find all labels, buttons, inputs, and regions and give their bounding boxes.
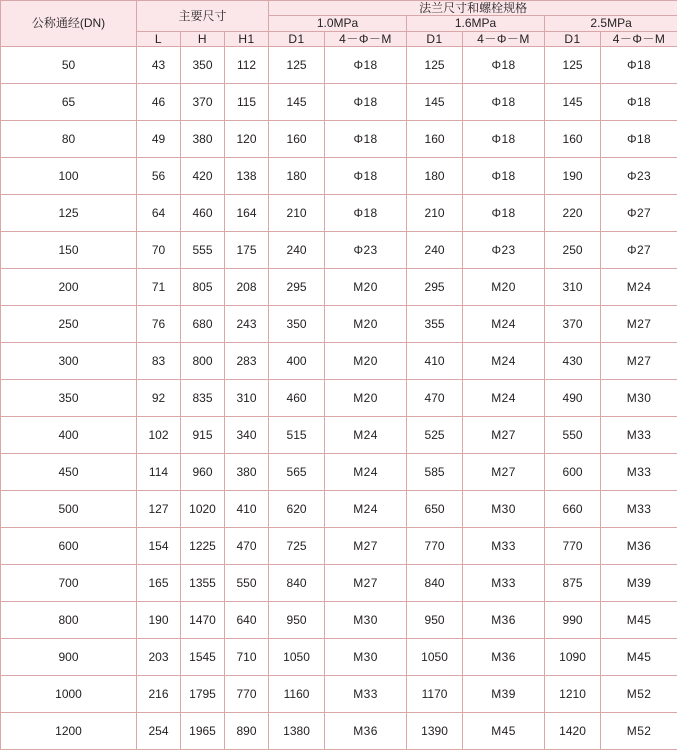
cell-d1-1-6: 840 bbox=[407, 565, 463, 602]
cell-d1-2-5: 160 bbox=[545, 121, 601, 158]
table-row bbox=[1, 491, 677, 528]
table-body bbox=[1, 47, 677, 750]
cell-L: 127 bbox=[137, 491, 181, 528]
cell-H1: 710 bbox=[225, 639, 269, 676]
cell-d1-1-0: 1160 bbox=[269, 676, 325, 713]
cell-dn: 125 bbox=[1, 195, 137, 232]
cell-H: 680 bbox=[181, 306, 225, 343]
cell-d1-2-5: 370 bbox=[545, 306, 601, 343]
cell-dn: 400 bbox=[1, 417, 137, 454]
cell-L: 43 bbox=[137, 47, 181, 84]
cell-bolt-2-5: M52 bbox=[601, 713, 677, 750]
table-row bbox=[1, 232, 677, 269]
cell-H: 1020 bbox=[181, 491, 225, 528]
cell-d1-1-0: 515 bbox=[269, 417, 325, 454]
header-dn: 公称通经(DN) bbox=[1, 1, 137, 47]
header-col-bolt-1-0: 4－Φ－M bbox=[325, 31, 407, 46]
cell-bolt-2-5: Φ18 bbox=[601, 47, 677, 84]
cell-d1-2-5: 310 bbox=[545, 269, 601, 306]
cell-H1: 640 bbox=[225, 602, 269, 639]
cell-bolt-1-0: Φ18 bbox=[325, 47, 407, 84]
cell-H: 555 bbox=[181, 232, 225, 269]
cell-d1-2-5: 990 bbox=[545, 602, 601, 639]
cell-dn: 700 bbox=[1, 565, 137, 602]
cell-H: 420 bbox=[181, 158, 225, 195]
cell-H: 370 bbox=[181, 84, 225, 121]
cell-bolt-1-0: M27 bbox=[325, 528, 407, 565]
cell-dn: 900 bbox=[1, 639, 137, 676]
table-row bbox=[1, 343, 677, 380]
cell-H: 800 bbox=[181, 343, 225, 380]
table-row bbox=[1, 84, 677, 121]
cell-H: 1795 bbox=[181, 676, 225, 713]
table-row bbox=[1, 528, 677, 565]
cell-bolt-1-0: M20 bbox=[325, 269, 407, 306]
cell-d1-1-0: 180 bbox=[269, 158, 325, 195]
cell-L: 254 bbox=[137, 713, 181, 750]
cell-H1: 890 bbox=[225, 713, 269, 750]
header-pressure-1-0: 1.0MPa bbox=[269, 16, 407, 31]
cell-dn: 500 bbox=[1, 491, 137, 528]
cell-bolt-1-6: M24 bbox=[463, 380, 545, 417]
cell-L: 71 bbox=[137, 269, 181, 306]
cell-d1-2-5: 600 bbox=[545, 454, 601, 491]
cell-bolt-2-5: M33 bbox=[601, 491, 677, 528]
cell-bolt-1-6: M45 bbox=[463, 713, 545, 750]
cell-H1: 340 bbox=[225, 417, 269, 454]
header-flange-and-bolt: 法兰尺寸和螺栓规格 bbox=[269, 1, 677, 16]
cell-bolt-2-5: M24 bbox=[601, 269, 677, 306]
header-col-bolt-2-5: 4－Φ－M bbox=[601, 31, 677, 46]
cell-d1-2-5: 1090 bbox=[545, 639, 601, 676]
cell-bolt-1-0: M24 bbox=[325, 454, 407, 491]
cell-d1-1-0: 565 bbox=[269, 454, 325, 491]
cell-L: 102 bbox=[137, 417, 181, 454]
table-row bbox=[1, 306, 677, 343]
cell-d1-2-5: 1210 bbox=[545, 676, 601, 713]
table-row bbox=[1, 380, 677, 417]
cell-d1-1-6: 295 bbox=[407, 269, 463, 306]
cell-bolt-2-5: M52 bbox=[601, 676, 677, 713]
cell-H: 1545 bbox=[181, 639, 225, 676]
cell-L: 83 bbox=[137, 343, 181, 380]
cell-H1: 410 bbox=[225, 491, 269, 528]
cell-dn: 250 bbox=[1, 306, 137, 343]
cell-dn: 1200 bbox=[1, 713, 137, 750]
cell-d1-2-5: 660 bbox=[545, 491, 601, 528]
cell-dn: 350 bbox=[1, 380, 137, 417]
cell-bolt-1-6: M33 bbox=[463, 528, 545, 565]
cell-dn: 80 bbox=[1, 121, 137, 158]
cell-bolt-1-6: Φ18 bbox=[463, 84, 545, 121]
table-row bbox=[1, 195, 677, 232]
header-col-bolt-1-6: 4－Φ－M bbox=[463, 31, 545, 46]
cell-bolt-1-0: M36 bbox=[325, 713, 407, 750]
cell-bolt-1-0: M33 bbox=[325, 676, 407, 713]
cell-bolt-1-0: Φ18 bbox=[325, 158, 407, 195]
cell-H: 960 bbox=[181, 454, 225, 491]
cell-bolt-1-6: M33 bbox=[463, 565, 545, 602]
cell-dn: 800 bbox=[1, 602, 137, 639]
cell-d1-1-6: 525 bbox=[407, 417, 463, 454]
cell-H1: 112 bbox=[225, 47, 269, 84]
cell-d1-2-5: 490 bbox=[545, 380, 601, 417]
cell-d1-1-6: 160 bbox=[407, 121, 463, 158]
cell-L: 92 bbox=[137, 380, 181, 417]
cell-bolt-2-5: Φ23 bbox=[601, 158, 677, 195]
cell-d1-1-6: 355 bbox=[407, 306, 463, 343]
cell-bolt-2-5: M33 bbox=[601, 417, 677, 454]
header-col-D1-2-5: D1 bbox=[545, 31, 601, 46]
cell-bolt-2-5: Φ18 bbox=[601, 84, 677, 121]
cell-L: 216 bbox=[137, 676, 181, 713]
cell-d1-1-6: 125 bbox=[407, 47, 463, 84]
cell-dn: 50 bbox=[1, 47, 137, 84]
table-row bbox=[1, 602, 677, 639]
cell-d1-1-0: 1050 bbox=[269, 639, 325, 676]
cell-H: 1355 bbox=[181, 565, 225, 602]
cell-bolt-1-6: Φ18 bbox=[463, 121, 545, 158]
cell-L: 154 bbox=[137, 528, 181, 565]
cell-H1: 120 bbox=[225, 121, 269, 158]
table-row bbox=[1, 121, 677, 158]
cell-bolt-1-6: M20 bbox=[463, 269, 545, 306]
cell-bolt-2-5: Φ27 bbox=[601, 195, 677, 232]
cell-dn: 65 bbox=[1, 84, 137, 121]
table-header bbox=[1, 1, 677, 47]
header-col-H1: H1 bbox=[225, 31, 269, 46]
cell-bolt-2-5: M27 bbox=[601, 306, 677, 343]
cell-H1: 115 bbox=[225, 84, 269, 121]
cell-dn: 300 bbox=[1, 343, 137, 380]
cell-H1: 138 bbox=[225, 158, 269, 195]
cell-dn: 200 bbox=[1, 269, 137, 306]
cell-d1-1-0: 350 bbox=[269, 306, 325, 343]
cell-d1-2-5: 875 bbox=[545, 565, 601, 602]
header-row-1 bbox=[1, 1, 677, 16]
cell-bolt-2-5: Φ27 bbox=[601, 232, 677, 269]
cell-d1-1-0: 240 bbox=[269, 232, 325, 269]
cell-bolt-2-5: M45 bbox=[601, 639, 677, 676]
cell-bolt-2-5: M30 bbox=[601, 380, 677, 417]
cell-L: 165 bbox=[137, 565, 181, 602]
cell-bolt-1-0: M20 bbox=[325, 343, 407, 380]
cell-L: 56 bbox=[137, 158, 181, 195]
header-col-D1-1-0: D1 bbox=[269, 31, 325, 46]
cell-H: 350 bbox=[181, 47, 225, 84]
cell-d1-2-5: 250 bbox=[545, 232, 601, 269]
cell-H1: 380 bbox=[225, 454, 269, 491]
header-main-dimensions: 主要尺寸 bbox=[137, 1, 269, 32]
cell-bolt-1-6: Φ18 bbox=[463, 47, 545, 84]
cell-d1-1-6: 770 bbox=[407, 528, 463, 565]
table-row bbox=[1, 639, 677, 676]
cell-L: 190 bbox=[137, 602, 181, 639]
cell-d1-1-0: 210 bbox=[269, 195, 325, 232]
cell-H: 1470 bbox=[181, 602, 225, 639]
cell-d1-1-6: 180 bbox=[407, 158, 463, 195]
cell-bolt-1-0: M30 bbox=[325, 639, 407, 676]
cell-bolt-2-5: M36 bbox=[601, 528, 677, 565]
cell-d1-2-5: 430 bbox=[545, 343, 601, 380]
cell-H1: 175 bbox=[225, 232, 269, 269]
cell-H1: 243 bbox=[225, 306, 269, 343]
cell-d1-1-0: 620 bbox=[269, 491, 325, 528]
cell-bolt-1-0: M30 bbox=[325, 602, 407, 639]
table-row bbox=[1, 676, 677, 713]
table-row bbox=[1, 47, 677, 84]
cell-d1-1-0: 1380 bbox=[269, 713, 325, 750]
cell-L: 203 bbox=[137, 639, 181, 676]
cell-bolt-1-6: M30 bbox=[463, 491, 545, 528]
cell-bolt-1-6: Φ18 bbox=[463, 158, 545, 195]
cell-d1-2-5: 1420 bbox=[545, 713, 601, 750]
cell-d1-2-5: 550 bbox=[545, 417, 601, 454]
cell-bolt-1-6: M36 bbox=[463, 639, 545, 676]
cell-bolt-1-0: M20 bbox=[325, 380, 407, 417]
cell-H1: 770 bbox=[225, 676, 269, 713]
cell-bolt-1-0: M27 bbox=[325, 565, 407, 602]
cell-dn: 450 bbox=[1, 454, 137, 491]
cell-bolt-2-5: M45 bbox=[601, 602, 677, 639]
cell-L: 49 bbox=[137, 121, 181, 158]
cell-H1: 550 bbox=[225, 565, 269, 602]
cell-d1-1-0: 145 bbox=[269, 84, 325, 121]
header-col-D1-1-6: D1 bbox=[407, 31, 463, 46]
cell-bolt-1-6: M24 bbox=[463, 343, 545, 380]
cell-H: 1225 bbox=[181, 528, 225, 565]
table-row bbox=[1, 713, 677, 750]
cell-H1: 164 bbox=[225, 195, 269, 232]
cell-H: 835 bbox=[181, 380, 225, 417]
cell-H: 380 bbox=[181, 121, 225, 158]
cell-bolt-1-6: M27 bbox=[463, 454, 545, 491]
cell-bolt-1-0: M24 bbox=[325, 491, 407, 528]
cell-H: 1965 bbox=[181, 713, 225, 750]
cell-d1-1-6: 1390 bbox=[407, 713, 463, 750]
cell-bolt-1-6: M36 bbox=[463, 602, 545, 639]
header-pressure-1-6: 1.6MPa bbox=[407, 16, 545, 31]
header-col-H: H bbox=[181, 31, 225, 46]
cell-H: 805 bbox=[181, 269, 225, 306]
cell-d1-1-0: 950 bbox=[269, 602, 325, 639]
cell-dn: 600 bbox=[1, 528, 137, 565]
cell-bolt-2-5: M33 bbox=[601, 454, 677, 491]
cell-bolt-1-0: Φ18 bbox=[325, 121, 407, 158]
cell-d1-1-6: 585 bbox=[407, 454, 463, 491]
cell-bolt-1-0: M24 bbox=[325, 417, 407, 454]
cell-d1-1-0: 400 bbox=[269, 343, 325, 380]
cell-dn: 150 bbox=[1, 232, 137, 269]
cell-d1-2-5: 125 bbox=[545, 47, 601, 84]
cell-d1-1-6: 210 bbox=[407, 195, 463, 232]
cell-d1-1-6: 650 bbox=[407, 491, 463, 528]
cell-d1-1-0: 725 bbox=[269, 528, 325, 565]
cell-bolt-1-0: Φ18 bbox=[325, 195, 407, 232]
table-row bbox=[1, 269, 677, 306]
cell-d1-1-6: 410 bbox=[407, 343, 463, 380]
table-row bbox=[1, 454, 677, 491]
cell-L: 70 bbox=[137, 232, 181, 269]
cell-d1-1-6: 240 bbox=[407, 232, 463, 269]
cell-d1-1-0: 295 bbox=[269, 269, 325, 306]
cell-d1-1-0: 460 bbox=[269, 380, 325, 417]
cell-H1: 208 bbox=[225, 269, 269, 306]
cell-d1-1-6: 145 bbox=[407, 84, 463, 121]
cell-d1-1-0: 840 bbox=[269, 565, 325, 602]
cell-d1-1-6: 1050 bbox=[407, 639, 463, 676]
cell-L: 64 bbox=[137, 195, 181, 232]
cell-H1: 470 bbox=[225, 528, 269, 565]
table-row bbox=[1, 417, 677, 454]
cell-L: 46 bbox=[137, 84, 181, 121]
cell-d1-1-6: 1170 bbox=[407, 676, 463, 713]
cell-d1-1-0: 125 bbox=[269, 47, 325, 84]
cell-bolt-2-5: Φ18 bbox=[601, 121, 677, 158]
cell-bolt-1-0: Φ18 bbox=[325, 84, 407, 121]
cell-H1: 283 bbox=[225, 343, 269, 380]
cell-bolt-2-5: M39 bbox=[601, 565, 677, 602]
cell-dn: 1000 bbox=[1, 676, 137, 713]
header-pressure-2-5: 2.5MPa bbox=[545, 16, 677, 31]
cell-d1-2-5: 220 bbox=[545, 195, 601, 232]
cell-d1-2-5: 770 bbox=[545, 528, 601, 565]
cell-dn: 100 bbox=[1, 158, 137, 195]
cell-bolt-1-6: M27 bbox=[463, 417, 545, 454]
cell-d1-2-5: 145 bbox=[545, 84, 601, 121]
cell-bolt-1-6: M24 bbox=[463, 306, 545, 343]
cell-d1-1-0: 160 bbox=[269, 121, 325, 158]
cell-H: 915 bbox=[181, 417, 225, 454]
cell-H1: 310 bbox=[225, 380, 269, 417]
cell-d1-1-6: 950 bbox=[407, 602, 463, 639]
cell-bolt-1-6: Φ23 bbox=[463, 232, 545, 269]
table-row bbox=[1, 158, 677, 195]
header-col-L: L bbox=[137, 31, 181, 46]
table-row bbox=[1, 565, 677, 602]
cell-bolt-2-5: M27 bbox=[601, 343, 677, 380]
cell-bolt-1-0: M20 bbox=[325, 306, 407, 343]
cell-H: 460 bbox=[181, 195, 225, 232]
cell-bolt-1-0: Φ23 bbox=[325, 232, 407, 269]
cell-bolt-1-6: M39 bbox=[463, 676, 545, 713]
cell-d1-1-6: 470 bbox=[407, 380, 463, 417]
cell-d1-2-5: 190 bbox=[545, 158, 601, 195]
cell-L: 114 bbox=[137, 454, 181, 491]
cell-L: 76 bbox=[137, 306, 181, 343]
cell-bolt-1-6: Φ18 bbox=[463, 195, 545, 232]
